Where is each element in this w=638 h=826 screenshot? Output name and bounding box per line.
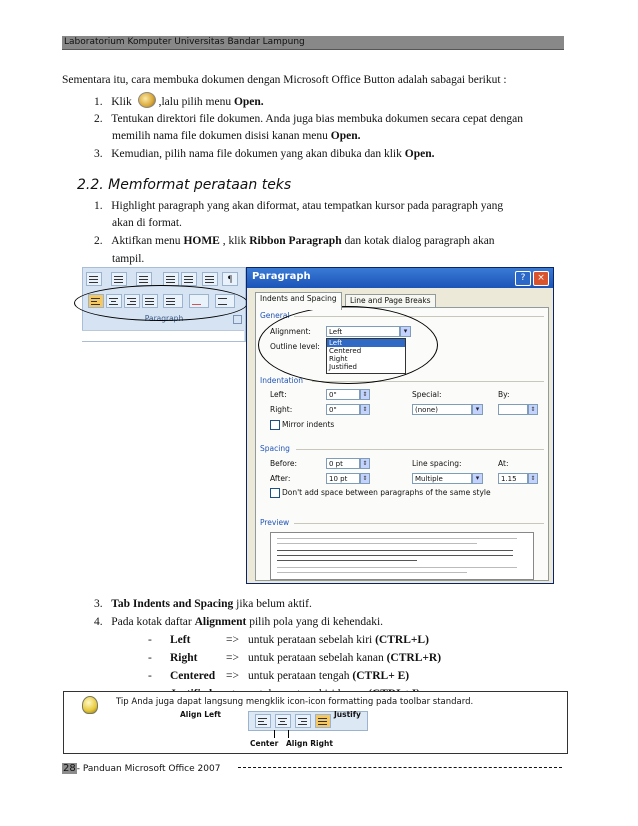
ribbon-group-label: Paragraph bbox=[144, 314, 184, 323]
left-indent-input[interactable]: 0" bbox=[326, 389, 360, 400]
at-input[interactable]: 1.15 bbox=[498, 473, 528, 484]
section-indentation: Indentation bbox=[260, 376, 303, 385]
at-label: At: bbox=[498, 459, 509, 468]
list-item: - Left => untuk perataan sebelah kiri (CTRL+L) bbox=[148, 634, 429, 646]
spinner-icon[interactable]: ⇕ bbox=[360, 389, 370, 400]
mirror-indents-label: Mirror indents bbox=[282, 420, 335, 429]
justify-icon[interactable] bbox=[315, 714, 331, 728]
dont-add-space-label: Don't add space between paragraphs of the same style bbox=[282, 488, 491, 497]
chevron-down-icon[interactable]: ▾ bbox=[472, 404, 483, 415]
chevron-down-icon[interactable]: ▾ bbox=[472, 473, 483, 484]
lightbulb-icon bbox=[82, 696, 98, 714]
right-indent-input[interactable]: 0" bbox=[326, 404, 360, 415]
ruler bbox=[82, 330, 244, 341]
page-footer bbox=[62, 758, 564, 772]
increase-indent-icon[interactable] bbox=[181, 272, 197, 286]
close-button[interactable]: × bbox=[533, 271, 549, 286]
arrow-down-icon bbox=[288, 730, 289, 738]
before-label: Before: bbox=[270, 459, 298, 468]
multilevel-list-icon[interactable] bbox=[136, 272, 152, 286]
option-justified[interactable]: Justified bbox=[329, 363, 357, 371]
mirror-indents-checkbox[interactable] bbox=[270, 420, 280, 430]
align-left-icon[interactable] bbox=[255, 714, 271, 728]
tip-box bbox=[63, 691, 568, 754]
outline-level-label: Outline level: bbox=[270, 342, 320, 351]
preview-box bbox=[270, 532, 534, 580]
page-header bbox=[62, 36, 564, 50]
tip-text: Tip Anda juga dapat langsung mengklik icon-icon formatting pada toolbar standard. bbox=[116, 697, 474, 707]
line-spacing-select[interactable]: Multiple bbox=[412, 473, 472, 484]
section-general: General bbox=[260, 311, 290, 320]
align-left-caption: Align Left bbox=[180, 710, 221, 719]
option-left[interactable]: Left bbox=[327, 339, 405, 347]
left-indent-label: Left: bbox=[270, 390, 287, 399]
intro-paragraph: Sementara itu, cara membuka dokumen dengan Microsoft Office Button adalah sabagai berikut : bbox=[62, 74, 507, 86]
after-label: After: bbox=[270, 474, 291, 483]
list-item: - Right => untuk perataan sebelah kanan (CTRL+R) bbox=[148, 652, 442, 664]
list-item: 1. Klik ,lalu pilih menu Open. bbox=[94, 92, 264, 110]
list-item: 2. Tentukan direktori file dokumen. Anda juga bias membuka dokumen secara cepat dengan bbox=[94, 113, 524, 125]
chevron-down-icon[interactable]: ▾ bbox=[400, 326, 411, 337]
sort-icon[interactable] bbox=[202, 272, 218, 286]
by-label: By: bbox=[498, 390, 510, 399]
special-label: Special: bbox=[412, 390, 442, 399]
align-right-icon[interactable] bbox=[295, 714, 311, 728]
list-item-continuation: akan di format. bbox=[112, 217, 182, 229]
help-button[interactable]: ? bbox=[515, 271, 531, 286]
dialog-launcher-icon[interactable] bbox=[233, 315, 242, 324]
dialog-titlebar bbox=[247, 268, 553, 288]
dont-add-space-checkbox[interactable] bbox=[270, 488, 280, 498]
center-caption: Center bbox=[250, 739, 279, 748]
footer-rule bbox=[238, 767, 562, 768]
tab-indents-and-spacing[interactable]: Indents and Spacing bbox=[255, 292, 342, 310]
align-center-icon[interactable] bbox=[275, 714, 291, 728]
spinner-icon[interactable]: ⇕ bbox=[528, 473, 538, 484]
option-right[interactable]: Right bbox=[329, 355, 348, 363]
list-item: 1. Highlight paragraph yang akan diformat, atau tempatkan kursor pada paragraph yang bbox=[94, 200, 504, 212]
highlight-ellipse bbox=[258, 306, 438, 384]
after-input[interactable]: 10 pt bbox=[326, 473, 360, 484]
align-right-caption: Align Right bbox=[286, 739, 333, 748]
list-item-continuation: tampil. bbox=[112, 253, 145, 265]
justify-caption: Justify bbox=[334, 710, 361, 719]
section-spacing: Spacing bbox=[260, 444, 290, 453]
list-item-continuation: memilih nama file dokumen disisi kanan menu Open. bbox=[112, 130, 361, 142]
alignment-select[interactable]: Left bbox=[326, 326, 400, 337]
decrease-indent-icon[interactable] bbox=[163, 272, 179, 286]
footer-text: - Panduan Microsoft Office 2007 bbox=[76, 764, 221, 774]
bullets-icon[interactable] bbox=[86, 272, 102, 286]
office-button-icon bbox=[138, 92, 156, 108]
tab-line-and-page-breaks[interactable]: Line and Page Breaks bbox=[345, 294, 436, 311]
list-item: 2. Aktifkan menu HOME , klik Ribbon Paragraph dan kotak dialog paragraph akan bbox=[94, 235, 495, 247]
show-formatting-icon[interactable]: ¶ bbox=[222, 272, 238, 286]
spinner-icon[interactable]: ⇕ bbox=[360, 458, 370, 469]
alignment-label: Alignment: bbox=[270, 327, 311, 336]
spinner-icon[interactable]: ⇕ bbox=[360, 404, 370, 415]
numbering-icon[interactable] bbox=[111, 272, 127, 286]
option-centered[interactable]: Centered bbox=[329, 347, 362, 355]
spinner-icon[interactable]: ⇕ bbox=[360, 473, 370, 484]
by-input[interactable] bbox=[498, 404, 528, 415]
dialog-title: Paragraph bbox=[252, 271, 311, 282]
list-item: 4. Pada kotak daftar Alignment pilih pola yang di kehendaki. bbox=[94, 616, 384, 628]
before-input[interactable]: 0 pt bbox=[326, 458, 360, 469]
spinner-icon[interactable]: ⇕ bbox=[528, 404, 538, 415]
list-item: 3. Tab Indents and Spacing jika belum aktif. bbox=[94, 598, 312, 610]
highlight-ellipse bbox=[74, 285, 248, 321]
section-preview: Preview bbox=[260, 518, 290, 527]
special-select[interactable]: (none) bbox=[412, 404, 472, 415]
list-item: 3. Kemudian, pilih nama file dokumen yang akan dibuka dan klik Open. bbox=[94, 148, 435, 160]
page-number: 28 bbox=[63, 763, 76, 774]
header-text: Laboratorium Komputer Universitas Bandar Lampung bbox=[64, 37, 305, 47]
right-indent-label: Right: bbox=[270, 405, 293, 414]
section-heading: 2.2. Memformat perataan teks bbox=[77, 177, 292, 193]
line-spacing-label: Line spacing: bbox=[412, 459, 462, 468]
arrow-down-icon bbox=[274, 730, 275, 738]
list-item: - Centered => untuk perataan tengah (CTRL+ E) bbox=[148, 670, 410, 682]
